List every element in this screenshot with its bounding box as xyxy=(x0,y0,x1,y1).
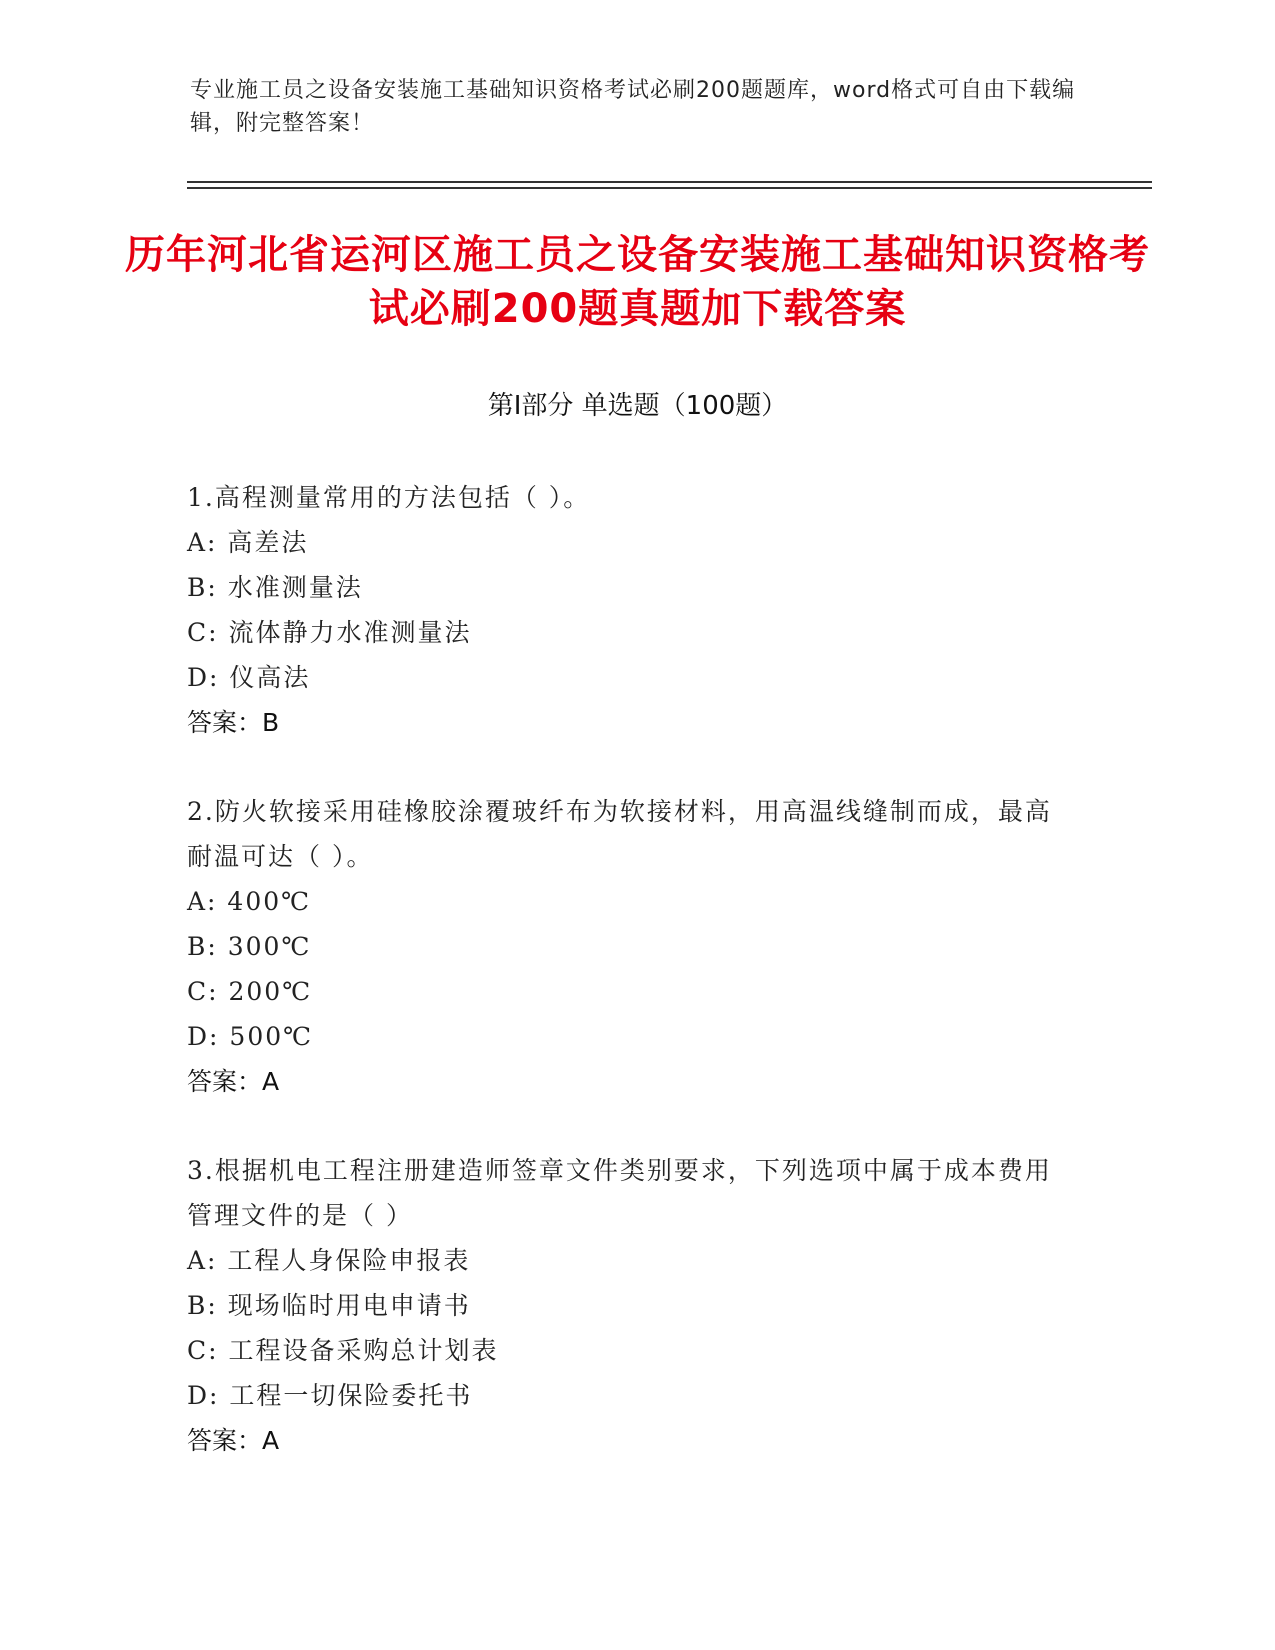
option-c: C: 工程设备采购总计划表 xyxy=(187,1336,499,1365)
question-item xyxy=(187,789,1067,1104)
answer-line: 答案：A xyxy=(187,1426,280,1455)
option-b: B: 水准测量法 xyxy=(187,573,363,602)
question-item xyxy=(187,475,1067,745)
answer-line: 答案：B xyxy=(187,708,280,737)
question-stem: 2.防火软接采用硅橡胶涂覆玻纤布为软接材料，用高温线缝制而成，最高耐温可达（ ）。 xyxy=(187,797,1052,871)
question-list xyxy=(187,475,1067,1507)
option-d: D: 500℃ xyxy=(187,1022,314,1051)
document-title: 历年河北省运河区施工员之设备安装施工基础知识资格考试必刷200题真题加下载答案 xyxy=(125,232,1150,332)
question-stem: 3.根据机电工程注册建造师签章文件类别要求，下列选项中属于成本费用管理文件的是（ ） xyxy=(187,1156,1052,1230)
answer-line: 答案：A xyxy=(187,1067,280,1096)
option-c: C: 200℃ xyxy=(187,977,313,1006)
option-d: D: 工程一切保险委托书 xyxy=(187,1381,473,1410)
option-a: A: 400℃ xyxy=(187,887,312,916)
header-rule-bottom xyxy=(187,187,1152,189)
header-note: 专业施工员之设备安装施工基础知识资格考试必刷200题题库，word格式可自由下载编辑，附完整答案！ xyxy=(190,78,1076,136)
option-a: A: 工程人身保险申报表 xyxy=(187,1246,471,1275)
section-title: 第Ⅰ部分 单选题（100题） xyxy=(487,391,788,421)
question-item xyxy=(187,1148,1067,1463)
header-rule-top xyxy=(187,181,1152,183)
option-b: B: 300℃ xyxy=(187,932,312,961)
question-stem: 1.高程测量常用的方法包括（ ）。 xyxy=(187,483,591,512)
option-a: A: 高差法 xyxy=(187,528,309,557)
option-c: C: 流体静力水准测量法 xyxy=(187,618,472,647)
option-d: D: 仪高法 xyxy=(187,663,311,692)
option-b: B: 现场临时用电申请书 xyxy=(187,1291,471,1320)
